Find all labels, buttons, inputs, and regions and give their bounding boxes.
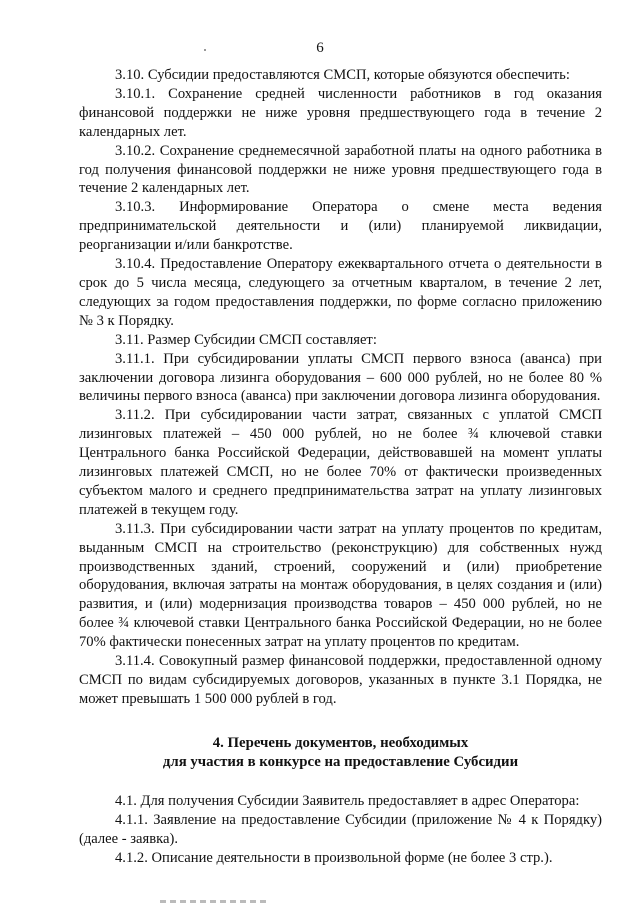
- paragraph-3-11: 3.11. Размер Субсидии СМСП составляет:: [115, 331, 377, 348]
- document-body: [79, 66, 602, 867]
- paragraph-3-10-1: 3.10.1. Сохранение средней численности работников в год оказания финансовой поддержки не ниже уровня предшествующего года в течение 2 календарных лет.: [79, 85, 602, 140]
- paragraph-3-10-3: 3.10.3. Информирование Оператора о смене места ведения предпринимательской деятельности и (или) планируемой ликвидации, реорганизации и/или банкротстве.: [79, 199, 602, 254]
- page-number: 6: [316, 40, 324, 56]
- paragraph-3-11-2: 3.11.2. При субсидировании части затрат, связанных с уплатой СМСП лизинговых платежей – 450 000 рублей, но не более ¾ ключевой ставки Центрального банка Российской Федерации, действовавшей на момент уплаты лизинговых платежей СМСП, но не более 70% от фактически произведенных субъектом малого и среднего предпринимательства затрат на уплату лизинговых платежей в текущем году.: [79, 407, 602, 518]
- paragraph-3-11-3: 3.11.3. При субсидировании части затрат на уплату процентов по кредитам, выданным СМСП на строительство (реконструкцию) для собственных нужд производственных зданий, строений, сооружений и (или) приобретение оборудования, включая затраты на монтаж оборудования, в целях создания и (или) развития, и (или) модернизация производства товаров – 450 000 рублей, но не более ¾ ключевой ставки Центрального банка Российской Федерации, но не более 70% фактически понесенных затрат на уплату процентов по кредитам.: [79, 520, 602, 651]
- section-heading-line-1: 4. Перечень документов, необходимых: [212, 734, 469, 751]
- paragraph-4-1-2: 4.1.2. Описание деятельности в произвольной форме (не более 3 стр.).: [115, 849, 553, 866]
- section-heading: [79, 734, 602, 772]
- paragraph-3-10: 3.10. Субсидии предоставляются СМСП, которые обязуются обеспечить:: [115, 67, 570, 83]
- paragraph-3-10-2: 3.10.2. Сохранение среднемесячной заработной платы на одного работника в год получения финансовой поддержки не ниже уровня предшествующего года в течение 2 календарных лет.: [79, 142, 602, 197]
- paragraph-4-1: 4.1. Для получения Субсидии Заявитель предоставляет в адрес Оператора:: [115, 792, 580, 809]
- paragraph-3-10-4: 3.10.4. Предоставление Оператору ежеквартального отчета о деятельности в срок до 5 числа месяца, следующего за отчетным кварталом, в течение 2 лет, следующих за годом предоставления поддержки, по форме согласно приложению № 3 к Порядку.: [79, 256, 602, 329]
- paragraph-4-1-1: 4.1.1. Заявление на предоставление Субсидии (приложение № 4 к Порядку) (далее - заявка).: [79, 811, 602, 847]
- section-heading-line-2: для участия в конкурсе на предоставление Субсидии: [162, 753, 519, 770]
- paragraph-3-11-4: 3.11.4. Совокупный размер финансовой поддержки, предоставленной одному СМСП по видам субсидируемых договоров, указанных в пункте 3.1 Порядка, не может превышать 1 500 000 рублей в год.: [79, 653, 602, 707]
- scan-edge-artifact: [160, 900, 270, 903]
- paragraph-3-11-1: 3.11.1. При субсидировании уплаты СМСП первого взноса (аванса) при заключении договора лизинга оборудования – 600 000 рублей, но не более 80 % величины первого взноса (аванса) при заключении договора лизинга оборудования.: [79, 350, 602, 405]
